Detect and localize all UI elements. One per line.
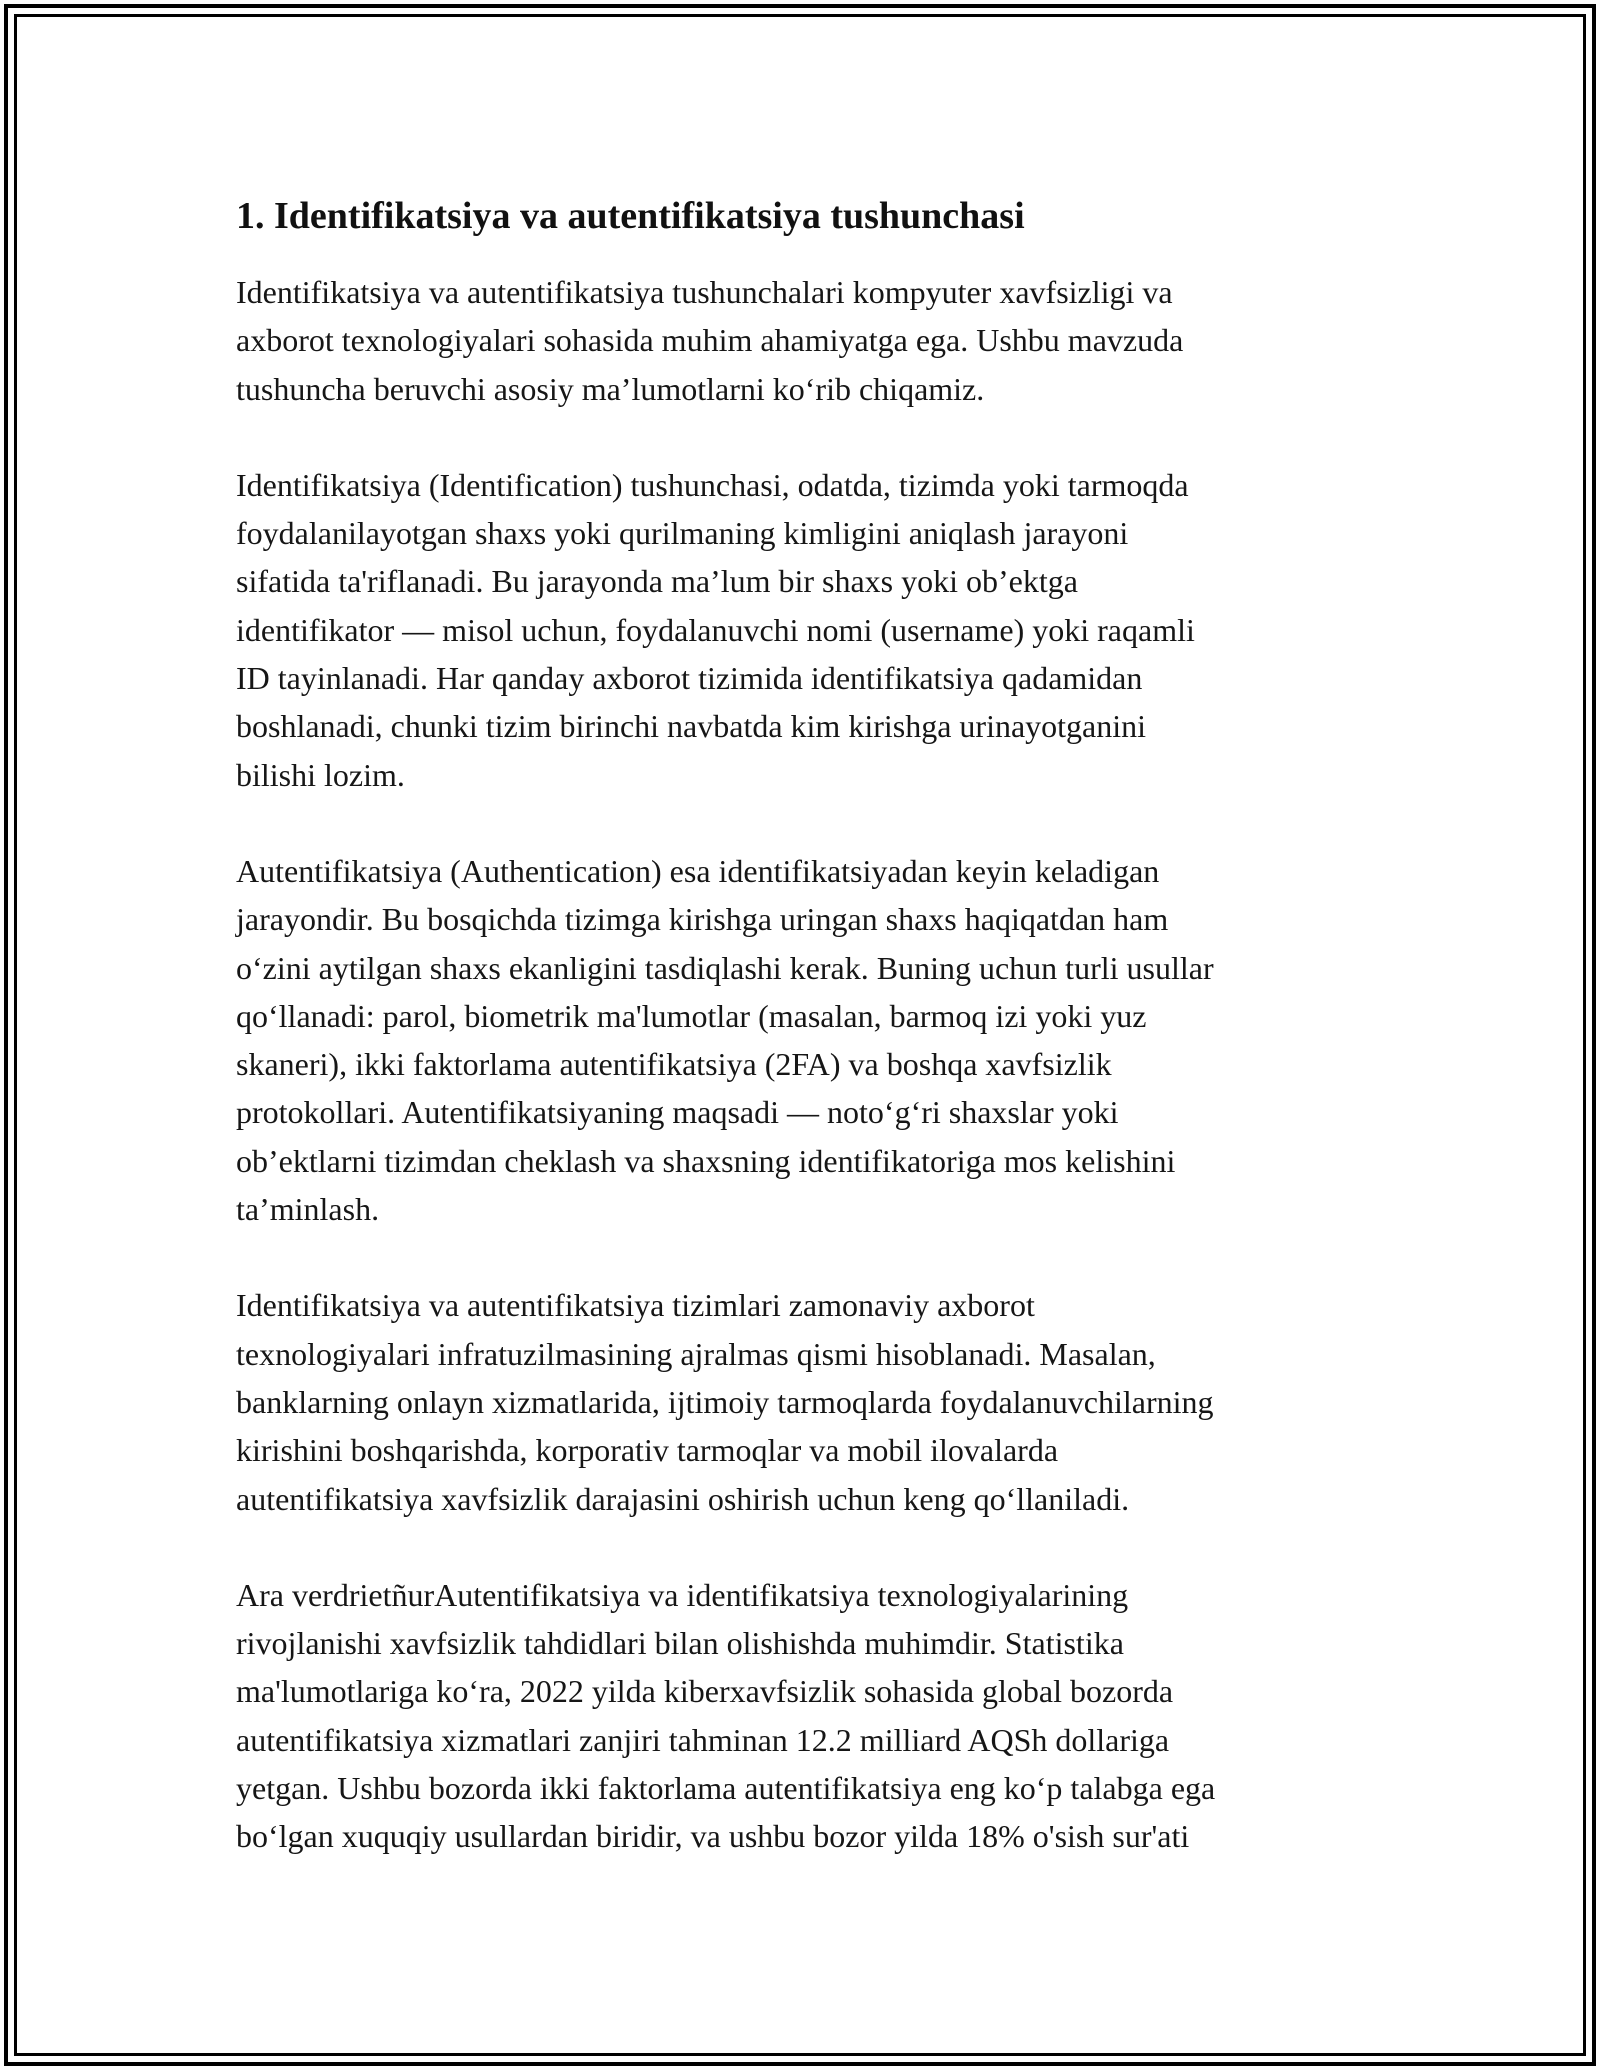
- text-line: rivojlanishi xavfsizlik tahdidlari bilan olishishda muhimdir. Statistika: [236, 1625, 1124, 1662]
- text-line: ma'lumotlariga ko‘ra, 2022 yilda kiberxavfsizlik sohasida global bozorda: [236, 1673, 1174, 1710]
- text-line: banklarning onlayn xizmatlarida, ijtimoiy tarmoqlarda foydalanuvchilarning: [236, 1383, 1214, 1420]
- text-line: Ara verdrietñurAutentifikatsiya va identifikatsiya texnologiyalarining: [236, 1576, 1129, 1613]
- text-line: identifikator — misol uchun, foydalanuvchi nomi (username) yoki raqamli: [236, 611, 1195, 648]
- text-line: bo‘lgan xuquqiy usullardan biridir, va ushbu bozor yilda 18% o'sish sur'ati: [236, 1818, 1190, 1855]
- text-line: protokollari. Autentifikatsiyaning maqsadi — noto‘g‘ri shaxslar yoki: [236, 1094, 1119, 1131]
- text-line: tushuncha beruvchi asosiy ma’lumotlarni ko‘rib chiqamiz.: [236, 370, 985, 407]
- text-line: yetgan. Ushbu bozorda ikki faktorlama autentifikatsiya eng ko‘p talabga ega: [236, 1770, 1216, 1807]
- text-line: ob’ektlarni tizimdan cheklash va shaxsning identifikatoriga mos kelishini: [236, 1142, 1176, 1179]
- section-heading: 1. Identifikatsiya va autentifikatsiya tushunchasi: [236, 195, 1025, 237]
- text-line: autentifikatsiya xavfsizlik darajasini oshirish uchun keng qo‘llaniladi.: [236, 1480, 1130, 1517]
- paragraph-authentication: [236, 847, 1366, 1233]
- text-line: axborot texnologiyalari sohasida muhim ahamiyatga ega. Ushbu mavzuda: [236, 322, 1184, 359]
- paragraph-intro: [236, 268, 1366, 413]
- text-line: boshlanadi, chunki tizim birinchi navbatda kim kirishga urinayotganini: [236, 708, 1147, 745]
- text-line: ID tayinlanadi. Har qanday axborot tizimida identifikatsiya qadamidan: [236, 660, 1143, 697]
- text-line: skaneri), ikki faktorlama autentifikatsiya (2FA) va boshqa xavfsizlik: [236, 1046, 1112, 1083]
- text-line: Autentifikatsiya (Authentication) esa identifikatsiyadan keyin keladigan: [236, 852, 1160, 889]
- text-line: texnologiyalari infratuzilmasining ajralmas qismi hisoblanadi. Masalan,: [236, 1335, 1156, 1372]
- text-line: sifatida ta'riflanadi. Bu jarayonda ma’lum bir shaxs yoki ob’ektga: [236, 563, 1078, 600]
- text-line: Identifikatsiya va autentifikatsiya tushunchalari kompyuter xavfsizligi va: [236, 274, 1173, 310]
- text-line: kirishini boshqarishda, korporativ tarmoqlar va mobil ilovalarda: [236, 1432, 1059, 1469]
- paragraph-identification: [236, 461, 1366, 799]
- text-line: jarayondir. Bu bosqichda tizimga kirishga uringan shaxs haqiqatdan ham: [236, 901, 1169, 938]
- paragraph-statistics: [236, 1571, 1366, 1861]
- text-line: bilishi lozim.: [236, 756, 405, 793]
- paragraph-systems: [236, 1281, 1366, 1522]
- text-line: ta’minlash.: [236, 1191, 380, 1228]
- text-line: qo‘llanadi: parol, biometrik ma'lumotlar (masalan, barmoq izi yoki yuz: [236, 997, 1147, 1034]
- text-line: Identifikatsiya (Identification) tushunchasi, odatda, tizimda yoki tarmoqda: [236, 466, 1189, 503]
- text-line: Identifikatsiya va autentifikatsiya tizimlari zamonaviy axborot: [236, 1287, 1035, 1324]
- text-line: foydalanilayotgan shaxs yoki qurilmaning kimligini aniqlash jarayoni: [236, 515, 1129, 552]
- text-line: autentifikatsiya xizmatlari zanjiri tahminan 12.2 milliard AQSh dollariga: [236, 1721, 1170, 1758]
- document-body: [236, 186, 1366, 1909]
- text-line: o‘zini aytilgan shaxs ekanligini tasdiqlashi kerak. Buning uchun turli usullar: [236, 949, 1214, 986]
